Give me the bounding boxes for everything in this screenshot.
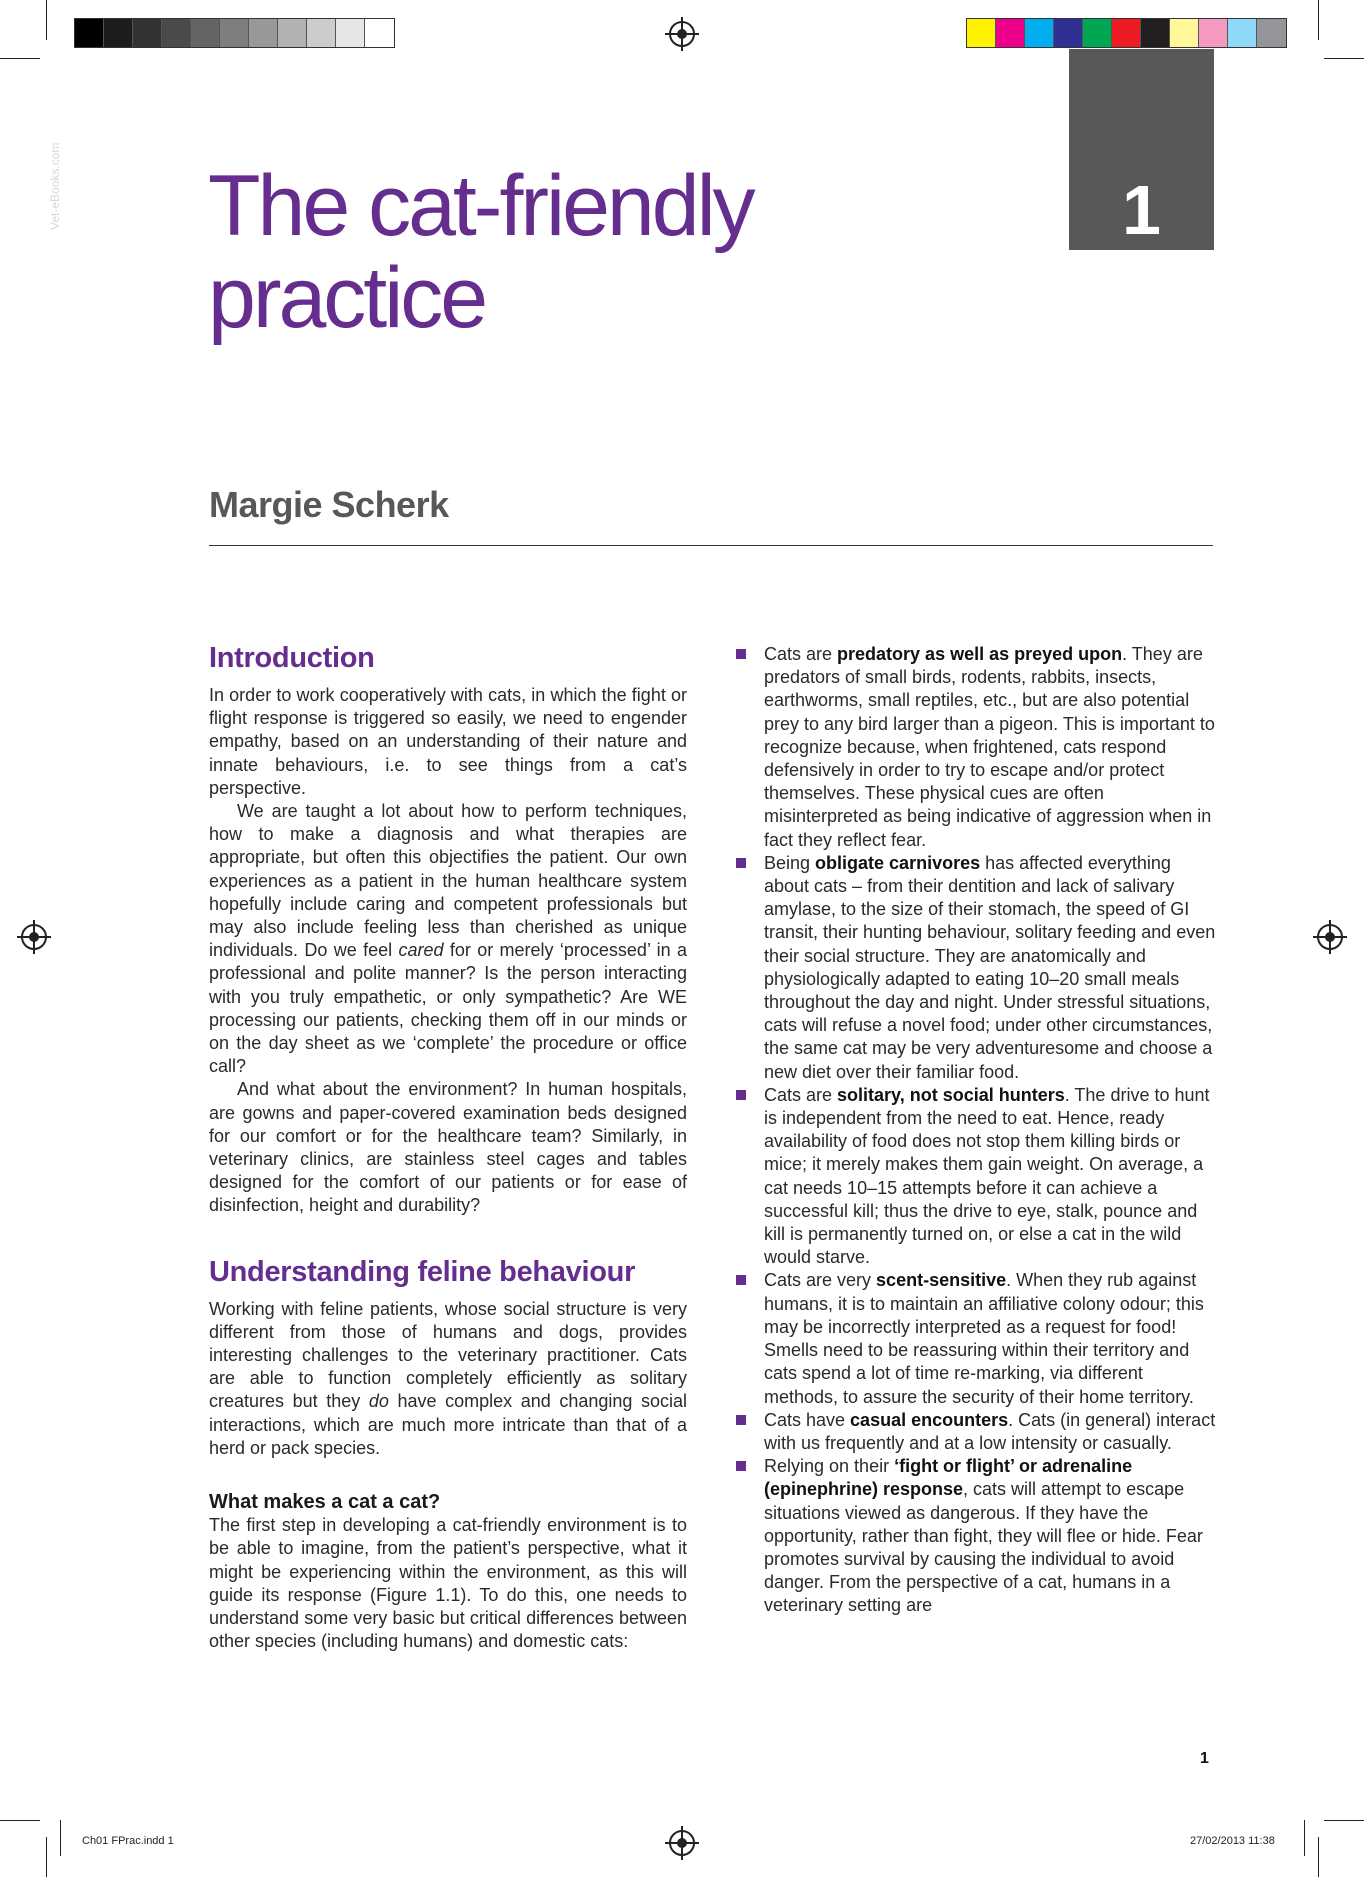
bullet-item: Cats are very scent-sensitive. When they rub against humans, it is to maintain an affiliative colony odour; this may be incorrectly interpreted as a request for food! Smells need to be reassuring within their territory and cats spend a lot of time re-marking, via different methods, to assure the security of their home territory. — [736, 1269, 1216, 1408]
paragraph: Working with feline patients, whose social structure is very different from those of humans and dogs, provides interesting challenges to the veterinary practitioner. Cats are able to function completely efficiently as solitary creatures but they do have complex and changing social interactions, which are much more intricate than that of a herd or pack species. — [209, 1298, 687, 1458]
color-swatch — [1112, 19, 1141, 47]
registration-mark-icon — [1317, 924, 1343, 950]
color-swatch — [249, 19, 278, 47]
color-swatch — [1141, 19, 1170, 47]
bullet-item: Relying on their ‘fight or flight’ or adrenaline (epinephrine) response, cats will attempt to escape situations viewed as dangerous. If they have the opportunity, rather than fight, they will flee or hide. Fear promotes survival by causing the individual to avoid danger. From the perspective of a cat, humans in a veterinary setting are — [736, 1455, 1216, 1617]
bullet-item: Cats are predatory as well as preyed upon. They are predators of small birds, rodents, rabbits, insects, earthworms, small reptiles, etc., but are also potential prey to any bird larger than a pigeon. This is important to recognize because, when frightened, cats respond defensively in order to try to escape and/or protect themselves. These physical cues are often misinterpreted as being indicative of aggression when in fact they reflect fear. — [736, 643, 1216, 852]
crop-mark — [46, 1837, 47, 1877]
crop-mark — [0, 58, 40, 59]
color-swatch — [1083, 19, 1112, 47]
chapter-number: 1 — [1122, 171, 1161, 249]
color-swatch — [278, 19, 307, 47]
color-swatch — [133, 19, 162, 47]
color-swatch — [967, 19, 996, 47]
registration-mark-icon — [669, 1830, 695, 1856]
slug-date-time: 27/02/2013 11:38 — [1190, 1835, 1275, 1847]
color-swatch — [104, 19, 133, 47]
divider — [209, 545, 1213, 546]
author-name: Margie Scherk — [209, 484, 449, 525]
bullet-item: Cats have casual encounters. Cats (in general) interact with us frequently and at a low intensity or casually. — [736, 1409, 1216, 1455]
crop-mark — [60, 1820, 61, 1856]
registration-mark-icon — [21, 924, 47, 950]
chapter-title-line1: The cat-friendly — [208, 158, 753, 254]
color-swatch — [336, 19, 365, 47]
color-swatch — [1257, 19, 1286, 47]
color-swatch — [1199, 19, 1228, 47]
bullet-item: Being obligate carnivores has affected everything about cats – from their dentition and lack of salivary amylase, to the size of their stomach, the speed of GI transit, their hunting behaviour, solitary feeding and even their social structure. They are anatomically and physiologically adapted to eating 10–20 small meals throughout the day and night. Under stressful situations, cats will refuse a novel food; under other circumstances, the same cat may be very adventuresome and choose a new diet over their familiar food. — [736, 852, 1216, 1084]
section-heading-introduction: Introduction — [209, 642, 375, 674]
paragraph: And what about the environment? In human hospitals, are gowns and paper-covered examination beds designed for our comfort or for the healthcare team? Similarly, in veterinary clinics, are stainless steel cages and tables designed for the comfort of our patients or for ease of disinfection, height and durability? — [209, 1079, 687, 1216]
right-column — [736, 643, 1216, 1618]
color-swatch — [307, 19, 336, 47]
page-number: 1 — [1200, 1750, 1209, 1767]
grayscale-bar — [74, 18, 395, 48]
section-heading-behaviour: Understanding feline behaviour — [209, 1255, 636, 1288]
crop-mark — [0, 1820, 40, 1821]
color-swatch — [1170, 19, 1199, 47]
crop-mark — [1324, 1820, 1364, 1821]
color-swatch — [1054, 19, 1083, 47]
bullet-list — [736, 643, 1216, 1618]
registration-mark-icon — [669, 21, 695, 47]
chapter-title-line2: practice — [208, 250, 486, 346]
chapter-title — [208, 160, 928, 344]
bullet-item: Cats are solitary, not social hunters. The drive to hunt is independent from the need to eat. Hence, ready availability of food does not stop them killing birds or mice; it merely makes them gain weight. On average, a cat needs 10–15 attempts before it can achieve a successful kill; thus the drive to eye, stalk, pounce and kill is permanently turned on, or else a cat in the wild would starve. — [736, 1084, 1216, 1270]
crop-mark — [1304, 1820, 1305, 1856]
crop-mark — [46, 0, 47, 40]
slug-file-info: Ch01 FPrac.indd 1 — [82, 1835, 174, 1847]
paragraph: In order to work cooperatively with cats, in which the fight or flight response is triggered so easily, we need to engender empathy, based on an understanding of their nature and innate behaviours, i.e. to see things from a cat’s perspective. — [209, 685, 687, 798]
color-calibration-bar — [966, 18, 1287, 48]
watermark: Vet-eBooks.com — [48, 142, 62, 230]
left-column — [209, 640, 687, 1653]
paragraph: We are taught a lot about how to perform techniques, how to make a diagnosis and what therapies are appropriate, but often this objectifies the patient. Our own experiences as a patient in the human healthcare system hopefully include caring and competent professionals but may also include feeling less than cherished as unique individuals. Do we feel cared for or merely ‘processed’ in a professional and polite manner? Is the person interacting with you truly empathetic, or only sympathetic? Are WE processing our patients, checking them off in our minds or on the day sheet as we ‘complete’ the procedure or office call? — [209, 801, 687, 1077]
color-swatch — [75, 19, 104, 47]
color-swatch — [220, 19, 249, 47]
color-swatch — [191, 19, 220, 47]
subheading: What makes a cat a cat? — [209, 1491, 441, 1514]
color-swatch — [1228, 19, 1257, 47]
color-swatch — [1025, 19, 1054, 47]
chapter-number-box — [1069, 49, 1214, 250]
crop-mark — [1324, 58, 1364, 59]
color-swatch — [365, 19, 394, 47]
crop-mark — [1318, 0, 1319, 40]
paragraph: The first step in developing a cat-friendly environment is to be able to imagine, from the patient’s perspective, what it might be experiencing within the environment, as this will guide its response (Figure 1.1). To do this, one needs to understand some very basic but critical differences between other species (including humans) and domestic cats: — [209, 1515, 687, 1652]
color-swatch — [996, 19, 1025, 47]
crop-mark — [1318, 1837, 1319, 1877]
color-swatch — [162, 19, 191, 47]
